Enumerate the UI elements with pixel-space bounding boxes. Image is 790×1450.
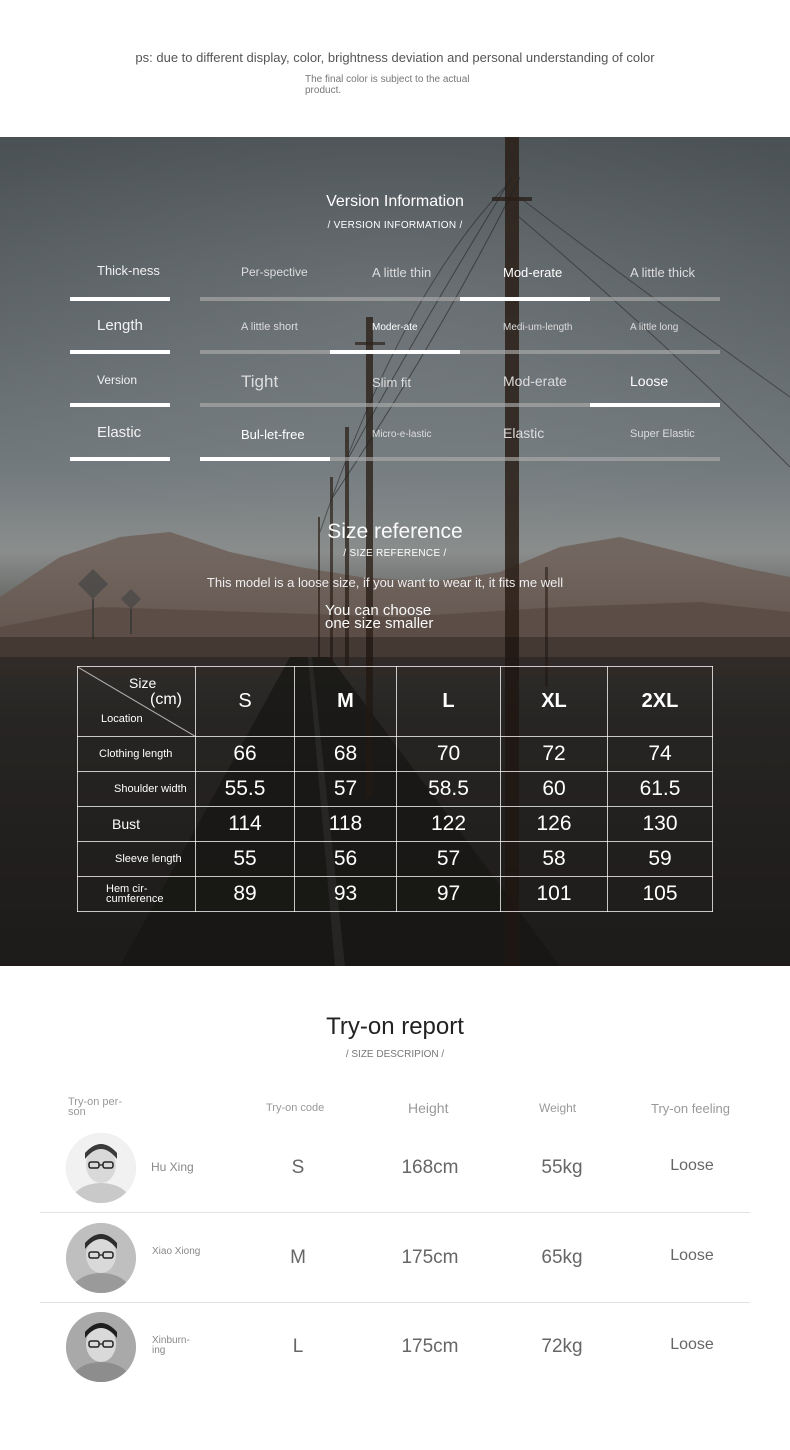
corner-size-label: Size [129, 675, 157, 691]
size-col-header: L [397, 667, 501, 737]
avatar [66, 1223, 136, 1293]
version-option: Slim fit [372, 375, 411, 390]
version-option: A little short [241, 321, 298, 333]
size-cell: 105 [608, 877, 713, 912]
tryon-subtitle: / SIZE DESCRIPION / [345, 1049, 445, 1060]
size-cell: 58 [501, 842, 608, 877]
size-cell: 118 [295, 807, 397, 842]
size-reference-title: Size reference [327, 520, 463, 543]
tryon-height: 175cm [401, 1336, 459, 1357]
size-chart-row [78, 737, 713, 772]
size-cell: 55.5 [196, 772, 295, 807]
size-cell: 130 [608, 807, 713, 842]
size-fit-note: This model is a loose size, if you want to wear it, it fits me well [206, 575, 564, 590]
version-option: Bul-let-free [241, 427, 305, 442]
avatar [66, 1312, 136, 1382]
size-chart-row [78, 807, 713, 842]
size-suggestion: You can choose one size smaller [325, 602, 434, 632]
version-option-selected-bar [460, 297, 590, 301]
tryon-row [40, 1123, 750, 1213]
tryon-height: 175cm [401, 1247, 459, 1268]
version-row-label: Length [97, 317, 143, 334]
tryon-header-weight: Weight [539, 1101, 577, 1115]
size-cell: 57 [397, 842, 501, 877]
size-cell: 72 [501, 737, 608, 772]
tryon-header-feeling: Try-on feeling [651, 1101, 730, 1116]
tryon-weight: 72kg [541, 1336, 583, 1357]
size-chart-header-row [78, 667, 713, 737]
version-option: Per-spective [241, 265, 308, 279]
size-cell: 97 [397, 877, 501, 912]
size-reference-subtitle: / SIZE REFERENCE / [343, 548, 447, 559]
tryon-code: L [292, 1336, 304, 1357]
version-row-label-bar [70, 457, 170, 461]
version-info-title: Version Information [326, 193, 464, 210]
version-option: Tight [241, 372, 279, 391]
version-option-track [200, 350, 720, 354]
size-cell: 70 [397, 737, 501, 772]
size-row-label: Clothing length [78, 737, 196, 772]
color-notice-detail: The final color is subject to the actual product. [305, 74, 470, 96]
size-chart-row [78, 877, 713, 912]
version-option: Medi-um-length [503, 322, 573, 333]
corner-location-label: Location [101, 713, 143, 725]
size-col-header: M [295, 667, 397, 737]
tryon-person-name: Hu Xing [151, 1160, 194, 1174]
size-cell: 55 [196, 842, 295, 877]
size-col-header: 2XL [608, 667, 713, 737]
size-chart-corner [78, 667, 196, 737]
version-info-subtitle: / VERSION INFORMATION / [327, 220, 463, 231]
size-col-header: S [196, 667, 295, 737]
corner-unit-label: (cm) [150, 691, 182, 708]
version-option-selected-bar [330, 350, 460, 354]
size-row-label: Hem cir-cumference [78, 877, 196, 912]
version-row-label: Thick-ness [97, 263, 160, 278]
size-cell: 60 [501, 772, 608, 807]
size-cell: 101 [501, 877, 608, 912]
version-row-label-bar [70, 403, 170, 407]
tryon-feeling: Loose [670, 1157, 714, 1174]
size-cell: 59 [608, 842, 713, 877]
tryon-feeling: Loose [670, 1336, 714, 1353]
size-cell: 57 [295, 772, 397, 807]
version-option: Mod-erate [503, 373, 567, 389]
size-chart-row [78, 842, 713, 877]
size-row-label: Bust [78, 807, 196, 842]
size-cell: 61.5 [608, 772, 713, 807]
version-row-label: Version [97, 373, 138, 387]
color-notice: ps: due to different display, color, brightness deviation and personal understanding of color [135, 50, 655, 65]
tryon-weight: 55kg [541, 1157, 583, 1178]
size-chart-row [78, 772, 713, 807]
tryon-weight: 65kg [541, 1247, 583, 1268]
tryon-header-height: Height [408, 1100, 449, 1116]
tryon-header-code: Try-on code [266, 1102, 325, 1114]
version-option: A little long [630, 322, 679, 333]
size-cell: 58.5 [397, 772, 501, 807]
version-option: Loose [630, 373, 669, 389]
version-option: Moder-ate [372, 322, 418, 333]
size-cell: 56 [295, 842, 397, 877]
size-cell: 122 [397, 807, 501, 842]
version-option: Micro-e-lastic [372, 429, 432, 440]
size-cell: 89 [196, 877, 295, 912]
version-option: A little thin [372, 265, 432, 280]
tryon-code: M [290, 1247, 306, 1268]
size-info-banner [0, 137, 790, 966]
tryon-feeling: Loose [670, 1247, 714, 1264]
avatar [66, 1133, 136, 1203]
tryon-code: S [291, 1157, 305, 1178]
version-option: Elastic [503, 425, 545, 441]
tryon-row [40, 1213, 750, 1303]
size-col-header: XL [501, 667, 608, 737]
size-row-label: Shoulder width [78, 772, 196, 807]
version-option: Super Elastic [630, 428, 695, 440]
size-cell: 74 [608, 737, 713, 772]
size-chart-table [77, 666, 713, 912]
tryon-title: Try-on report [326, 1013, 464, 1040]
tryon-person-name: Xiao Xiong [152, 1246, 201, 1257]
size-row-label: Sleeve length [78, 842, 196, 877]
version-row-label-bar [70, 350, 170, 354]
version-option-selected-bar [590, 403, 720, 407]
tryon-row [40, 1302, 750, 1392]
size-cell: 114 [196, 807, 295, 842]
tryon-person-name: Xinburn-ing [152, 1335, 190, 1356]
tryon-header-person: Try-on per-son [68, 1096, 122, 1118]
version-option-selected-bar [200, 457, 330, 461]
size-cell: 93 [295, 877, 397, 912]
version-row-label: Elastic [97, 424, 142, 441]
size-cell: 126 [501, 807, 608, 842]
tryon-height: 168cm [401, 1157, 459, 1178]
version-option: A little thick [630, 265, 696, 280]
version-row-label-bar [70, 297, 170, 301]
version-option: Mod-erate [503, 265, 563, 280]
size-cell: 68 [295, 737, 397, 772]
size-cell: 66 [196, 737, 295, 772]
